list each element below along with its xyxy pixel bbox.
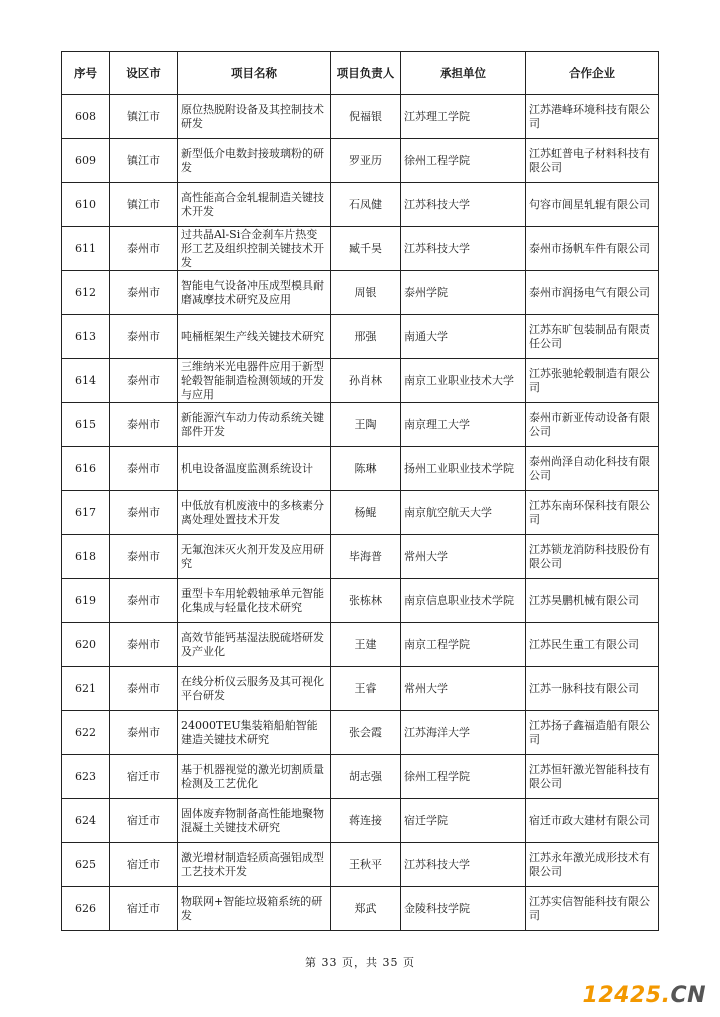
- cell-partner: 江苏虹普电子材料科技有限公司: [526, 139, 659, 183]
- cell-institution: 江苏科技大学: [401, 843, 526, 887]
- table-header-row: [62, 52, 659, 95]
- watermark-dot: .: [661, 983, 671, 1008]
- header-index: 序号: [62, 52, 110, 95]
- cell-city: 泰州市: [110, 359, 178, 403]
- cell-partner: 泰州市新亚传动设备有限公司: [526, 403, 659, 447]
- cell-leader: 周银: [331, 271, 401, 315]
- cell-index: 625: [62, 843, 110, 887]
- cell-city: 镇江市: [110, 95, 178, 139]
- cell-index: 609: [62, 139, 110, 183]
- cell-partner: 江苏港峰环境科技有限公司: [526, 95, 659, 139]
- cell-partner: 江苏东旷包装制品有限责任公司: [526, 315, 659, 359]
- cell-institution: 南京信息职业技术学院: [401, 579, 526, 623]
- cell-leader: 邢强: [331, 315, 401, 359]
- table-row: [62, 315, 659, 359]
- cell-index: 623: [62, 755, 110, 799]
- table-row: [62, 447, 659, 491]
- cell-partner: 江苏恒轩激光智能科技有限公司: [526, 755, 659, 799]
- cell-index: 614: [62, 359, 110, 403]
- cell-project-name: 在线分析仪云服务及其可视化平台研发: [178, 667, 331, 711]
- cell-city: 宿迁市: [110, 755, 178, 799]
- cell-index: 611: [62, 227, 110, 271]
- cell-partner: 江苏一脉科技有限公司: [526, 667, 659, 711]
- cell-project-name: 物联网+智能垃圾箱系统的研发: [178, 887, 331, 931]
- cell-project-name: 基于机器视觉的激光切割质量检测及工艺优化: [178, 755, 331, 799]
- cell-institution: 南京理工大学: [401, 403, 526, 447]
- cell-city: 泰州市: [110, 491, 178, 535]
- cell-leader: 张会霞: [331, 711, 401, 755]
- cell-leader: 蒋连接: [331, 799, 401, 843]
- cell-city: 泰州市: [110, 579, 178, 623]
- table-row: [62, 799, 659, 843]
- cell-index: 610: [62, 183, 110, 227]
- cell-index: 616: [62, 447, 110, 491]
- cell-city: 泰州市: [110, 315, 178, 359]
- table-row: [62, 139, 659, 183]
- cell-project-name: 智能电气设备冲压成型模具耐磨减摩技术研究及应用: [178, 271, 331, 315]
- cell-leader: 王建: [331, 623, 401, 667]
- cell-partner: 江苏扬子鑫福造船有限公司: [526, 711, 659, 755]
- cell-project-name: 激光增材制造轻质高强铝成型工艺技术开发: [178, 843, 331, 887]
- cell-city: 泰州市: [110, 447, 178, 491]
- cell-project-name: 机电设备温度监测系统设计: [178, 447, 331, 491]
- cell-city: 泰州市: [110, 227, 178, 271]
- cell-project-name: 无氟泡沫灭火剂开发及应用研究: [178, 535, 331, 579]
- cell-index: 615: [62, 403, 110, 447]
- site-watermark-logo: [583, 983, 706, 1008]
- cell-institution: 金陵科技学院: [401, 887, 526, 931]
- table-row: [62, 623, 659, 667]
- cell-institution: 江苏理工学院: [401, 95, 526, 139]
- table-row: [62, 887, 659, 931]
- cell-partner: 江苏实信智能科技有限公司: [526, 887, 659, 931]
- cell-city: 泰州市: [110, 403, 178, 447]
- cell-project-name: 中低放有机废液中的多核素分离处理处置技术开发: [178, 491, 331, 535]
- cell-index: 617: [62, 491, 110, 535]
- cell-institution: 徐州工程学院: [401, 755, 526, 799]
- table-row: [62, 491, 659, 535]
- cell-project-name: 吨桶框架生产线关键技术研究: [178, 315, 331, 359]
- cell-index: 624: [62, 799, 110, 843]
- table-row: [62, 711, 659, 755]
- cell-index: 618: [62, 535, 110, 579]
- cell-index: 613: [62, 315, 110, 359]
- project-table: [61, 51, 659, 931]
- header-leader: 项目负责人: [331, 52, 401, 95]
- cell-city: 泰州市: [110, 271, 178, 315]
- header-city: 设区市: [110, 52, 178, 95]
- table-row: [62, 579, 659, 623]
- cell-partner: 句容市阊星轧辊有限公司: [526, 183, 659, 227]
- cell-partner: 江苏永年激光成形技术有限公司: [526, 843, 659, 887]
- cell-partner: 江苏锁龙消防科技股份有限公司: [526, 535, 659, 579]
- page-footer: 第 33 页，共 35 页: [305, 956, 415, 969]
- cell-index: 608: [62, 95, 110, 139]
- cell-leader: 陈琳: [331, 447, 401, 491]
- cell-index: 621: [62, 667, 110, 711]
- header-project-name: 项目名称: [178, 52, 331, 95]
- table-row: [62, 227, 659, 271]
- cell-partner: 江苏张驰轮毂制造有限公司: [526, 359, 659, 403]
- cell-partner: 江苏东南环保科技有限公司: [526, 491, 659, 535]
- cell-institution: 常州大学: [401, 667, 526, 711]
- cell-city: 宿迁市: [110, 799, 178, 843]
- table-row: [62, 843, 659, 887]
- table-row: [62, 755, 659, 799]
- cell-institution: 南京航空航天大学: [401, 491, 526, 535]
- watermark-number: 12425: [582, 983, 662, 1008]
- cell-index: 626: [62, 887, 110, 931]
- cell-project-name: 原位热脱附设备及其控制技术研发: [178, 95, 331, 139]
- cell-leader: 张栋林: [331, 579, 401, 623]
- cell-partner: 泰州尚泽自动化科技有限公司: [526, 447, 659, 491]
- cell-project-name: 固体废弃物制备高性能地聚物混凝土关键技术研究: [178, 799, 331, 843]
- cell-project-name: 重型卡车用轮毂轴承单元智能化集成与轻量化技术研究: [178, 579, 331, 623]
- table-row: [62, 667, 659, 711]
- cell-city: 泰州市: [110, 623, 178, 667]
- cell-partner: 宿迁市政大建材有限公司: [526, 799, 659, 843]
- cell-institution: 徐州工程学院: [401, 139, 526, 183]
- cell-institution: 江苏科技大学: [401, 227, 526, 271]
- cell-institution: 常州大学: [401, 535, 526, 579]
- cell-project-name: 高性能高合金轧辊制造关键技术开发: [178, 183, 331, 227]
- cell-index: 612: [62, 271, 110, 315]
- table-row: [62, 535, 659, 579]
- cell-city: 镇江市: [110, 139, 178, 183]
- cell-institution: 江苏海洋大学: [401, 711, 526, 755]
- table-row: [62, 183, 659, 227]
- cell-leader: 郑武: [331, 887, 401, 931]
- cell-leader: 王睿: [331, 667, 401, 711]
- cell-leader: 倪福银: [331, 95, 401, 139]
- cell-partner: 江苏昊鹏机械有限公司: [526, 579, 659, 623]
- cell-leader: 石凤健: [331, 183, 401, 227]
- cell-leader: 胡志强: [331, 755, 401, 799]
- cell-city: 泰州市: [110, 711, 178, 755]
- cell-index: 622: [62, 711, 110, 755]
- cell-leader: 王秋平: [331, 843, 401, 887]
- cell-partner: 泰州市润扬电气有限公司: [526, 271, 659, 315]
- table-row: [62, 95, 659, 139]
- cell-leader: 毕海普: [331, 535, 401, 579]
- cell-leader: 孙肖林: [331, 359, 401, 403]
- watermark-suffix: CN: [670, 983, 706, 1008]
- cell-institution: 泰州学院: [401, 271, 526, 315]
- cell-partner: 江苏民生重工有限公司: [526, 623, 659, 667]
- table-row: [62, 271, 659, 315]
- cell-project-name: 新能源汽车动力传动系统关键部件开发: [178, 403, 331, 447]
- cell-city: 宿迁市: [110, 887, 178, 931]
- cell-institution: 宿迁学院: [401, 799, 526, 843]
- cell-city: 镇江市: [110, 183, 178, 227]
- cell-city: 泰州市: [110, 667, 178, 711]
- header-institution: 承担单位: [401, 52, 526, 95]
- cell-partner: 泰州市扬帆车件有限公司: [526, 227, 659, 271]
- cell-institution: 南通大学: [401, 315, 526, 359]
- cell-project-name: 三维纳米光电器件应用于新型轮毂智能制造检测领域的开发与应用: [178, 359, 331, 403]
- table-row: [62, 359, 659, 403]
- cell-project-name: 24000TEU集装箱船舶智能建造关键技术研究: [178, 711, 331, 755]
- cell-project-name: 新型低介电数封接玻璃粉的研发: [178, 139, 331, 183]
- cell-leader: 王陶: [331, 403, 401, 447]
- cell-city: 宿迁市: [110, 843, 178, 887]
- cell-project-name: 过共晶Al-Si合金刹车片热变形工艺及组织控制关键技术开发: [178, 227, 331, 271]
- header-partner: 合作企业: [526, 52, 659, 95]
- cell-leader: 罗亚历: [331, 139, 401, 183]
- cell-institution: 南京工程学院: [401, 623, 526, 667]
- cell-institution: 江苏科技大学: [401, 183, 526, 227]
- cell-index: 619: [62, 579, 110, 623]
- cell-institution: 扬州工业职业技术学院: [401, 447, 526, 491]
- table-row: [62, 403, 659, 447]
- cell-index: 620: [62, 623, 110, 667]
- cell-leader: 臧千昊: [331, 227, 401, 271]
- table-body: [62, 95, 659, 931]
- cell-institution: 南京工业职业技术大学: [401, 359, 526, 403]
- cell-leader: 杨鲲: [331, 491, 401, 535]
- cell-city: 泰州市: [110, 535, 178, 579]
- cell-project-name: 高效节能钙基湿法脱硫塔研发及产业化: [178, 623, 331, 667]
